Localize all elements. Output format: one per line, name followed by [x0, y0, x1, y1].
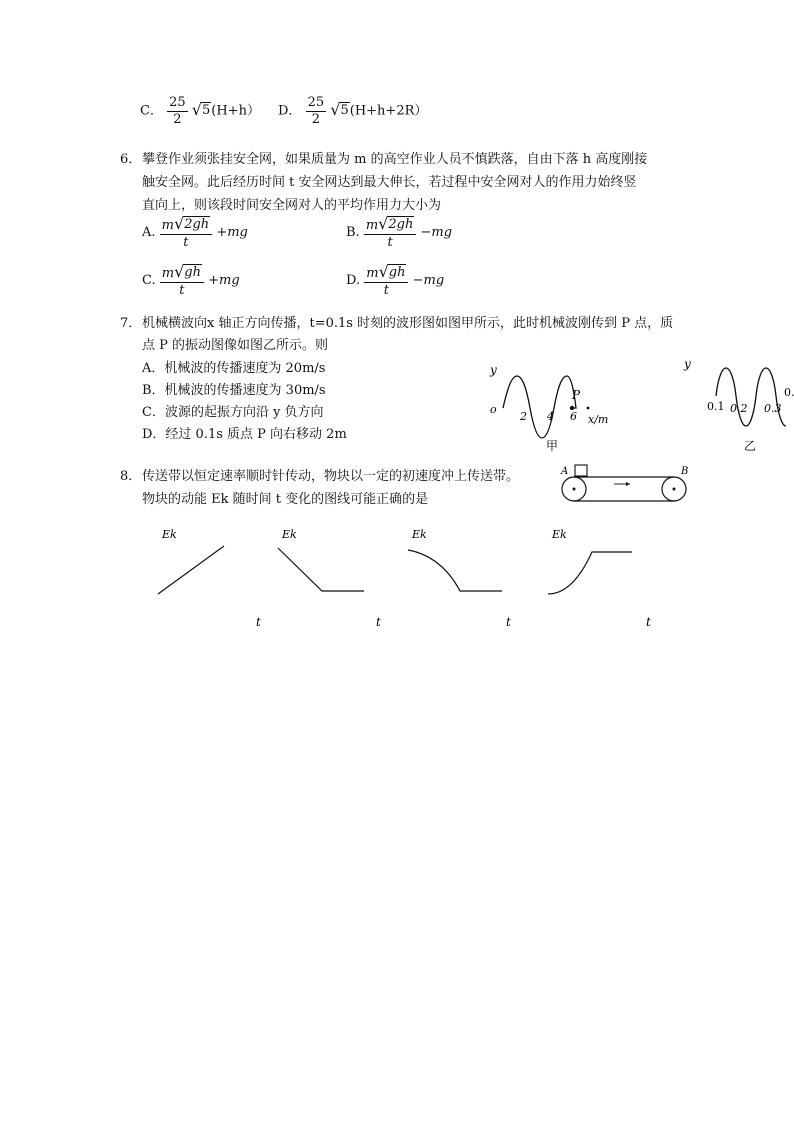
tick-label: 0.2 — [730, 402, 748, 415]
fraction: $\frac{25}{2}$ — [169, 95, 186, 127]
q6-stem-line-3: 直向上，则该段时间安全网对人的平均作用力大小为 — [142, 198, 442, 213]
q6-option-a: A. m √ 2gh t +mg — [142, 214, 248, 250]
figure-caption-jia: 甲 — [546, 439, 559, 453]
ek-curve — [158, 546, 224, 594]
ek-graph-d — [540, 522, 660, 634]
q8-stem-line-1: 传送带以恒定速率顺时针传动，物块以一定的初速度冲上传送带。 — [142, 469, 520, 484]
belt-label-a: A — [561, 466, 569, 477]
q7-stem-line-1: 机械横波向x 轴正方向传播，t=0.1s 时刻的波形图如图甲所示，此时机械波刚传到 P 点，质 — [142, 316, 674, 331]
vibration-curve — [716, 368, 786, 426]
tick-label: 4 — [547, 410, 554, 423]
q7-option-d: D．经过 0.1s 质点 P 向右移动 2m — [142, 427, 347, 442]
origin-label: o — [490, 403, 497, 416]
tick-label: 0.3 — [764, 402, 782, 415]
q6-option-b: B. m √ 2gh t −mg — [346, 214, 453, 250]
y-axis-label: y — [684, 357, 691, 371]
option-label: C． — [140, 103, 163, 119]
ek-graph-a — [150, 522, 270, 634]
point-p-label: P — [572, 388, 581, 402]
belt-label-b: B — [681, 466, 689, 477]
q7-option-b: B．机械波的传播速度为 30m/s — [142, 383, 326, 398]
q7-option-a: A．机械波的传播速度为 20m/s — [142, 361, 326, 376]
wave-curve — [503, 376, 576, 438]
q7-option-c: C．波源的起振方向沿 y 负方向 — [142, 405, 324, 420]
q6-stem-line-1: 攀登作业须张挂安全网，如果质量为 m 的高空作业人员不慎跌落，自由下落 h 高度刚接 — [142, 152, 648, 167]
wave-figure-jia — [484, 356, 624, 456]
axis-end-dot — [587, 407, 590, 410]
tick-label: 0.1 — [707, 400, 725, 413]
tick-label: 2 — [520, 410, 527, 423]
ek-graph-b — [270, 522, 390, 634]
graph-y-label: Ek — [162, 528, 177, 541]
graph-y-label: Ek — [282, 528, 297, 541]
q8-number: 8． — [120, 469, 142, 484]
sqrt-expression: √ 5 — [191, 99, 211, 119]
graph-x-label: t — [376, 615, 381, 629]
tick-label: 0. — [784, 386, 794, 399]
graph-x-label: t — [506, 615, 511, 629]
graph-x-label: t — [256, 615, 261, 629]
tick-label: 6 — [570, 410, 577, 423]
fraction: $\frac{25}{2}$ — [307, 95, 325, 127]
ek-curve — [548, 552, 632, 594]
q6-option-c: C. m √ gh t +mg — [142, 262, 240, 298]
figure-caption-yi: 乙 — [744, 439, 757, 453]
q6-number: 6． — [120, 152, 142, 167]
ek-graph-c — [400, 522, 520, 634]
q5-option-c: C． $\frac{25}{2}$ √ 5 (H+h） — [140, 95, 260, 127]
ek-curve — [408, 550, 502, 591]
option-label: D． — [278, 103, 302, 119]
block — [575, 465, 587, 476]
x-axis-label: x/m — [588, 413, 609, 426]
q6-option-d: D. m √ gh t −mg — [346, 262, 445, 298]
graph-y-label: Ek — [552, 528, 567, 541]
q5-option-d: D． $\frac{25}{2}$ √ 5 (H+h+2R） — [278, 95, 428, 127]
vibration-figure-yi — [680, 356, 792, 456]
q7-stem-line-2: 点 P 的振动图像如图乙所示。则 — [142, 338, 329, 353]
graph-y-label: Ek — [412, 528, 427, 541]
graph-x-label: t — [646, 615, 651, 629]
q7-number: 7． — [120, 316, 142, 331]
conveyor-belt-diagram — [556, 460, 696, 508]
y-axis-label: y — [490, 363, 497, 377]
ek-curve — [278, 548, 364, 591]
sqrt-expression: √ 5 — [330, 99, 349, 119]
q8-stem-line-2: 物块的动能 Ek 随时间 t 变化的图线可能正确的是 — [142, 492, 429, 507]
q6-stem-line-2: 触安全网。此后经历时间 t 安全网达到最大伸长，若过程中安全网对人的作用力始终竖 — [142, 175, 637, 190]
